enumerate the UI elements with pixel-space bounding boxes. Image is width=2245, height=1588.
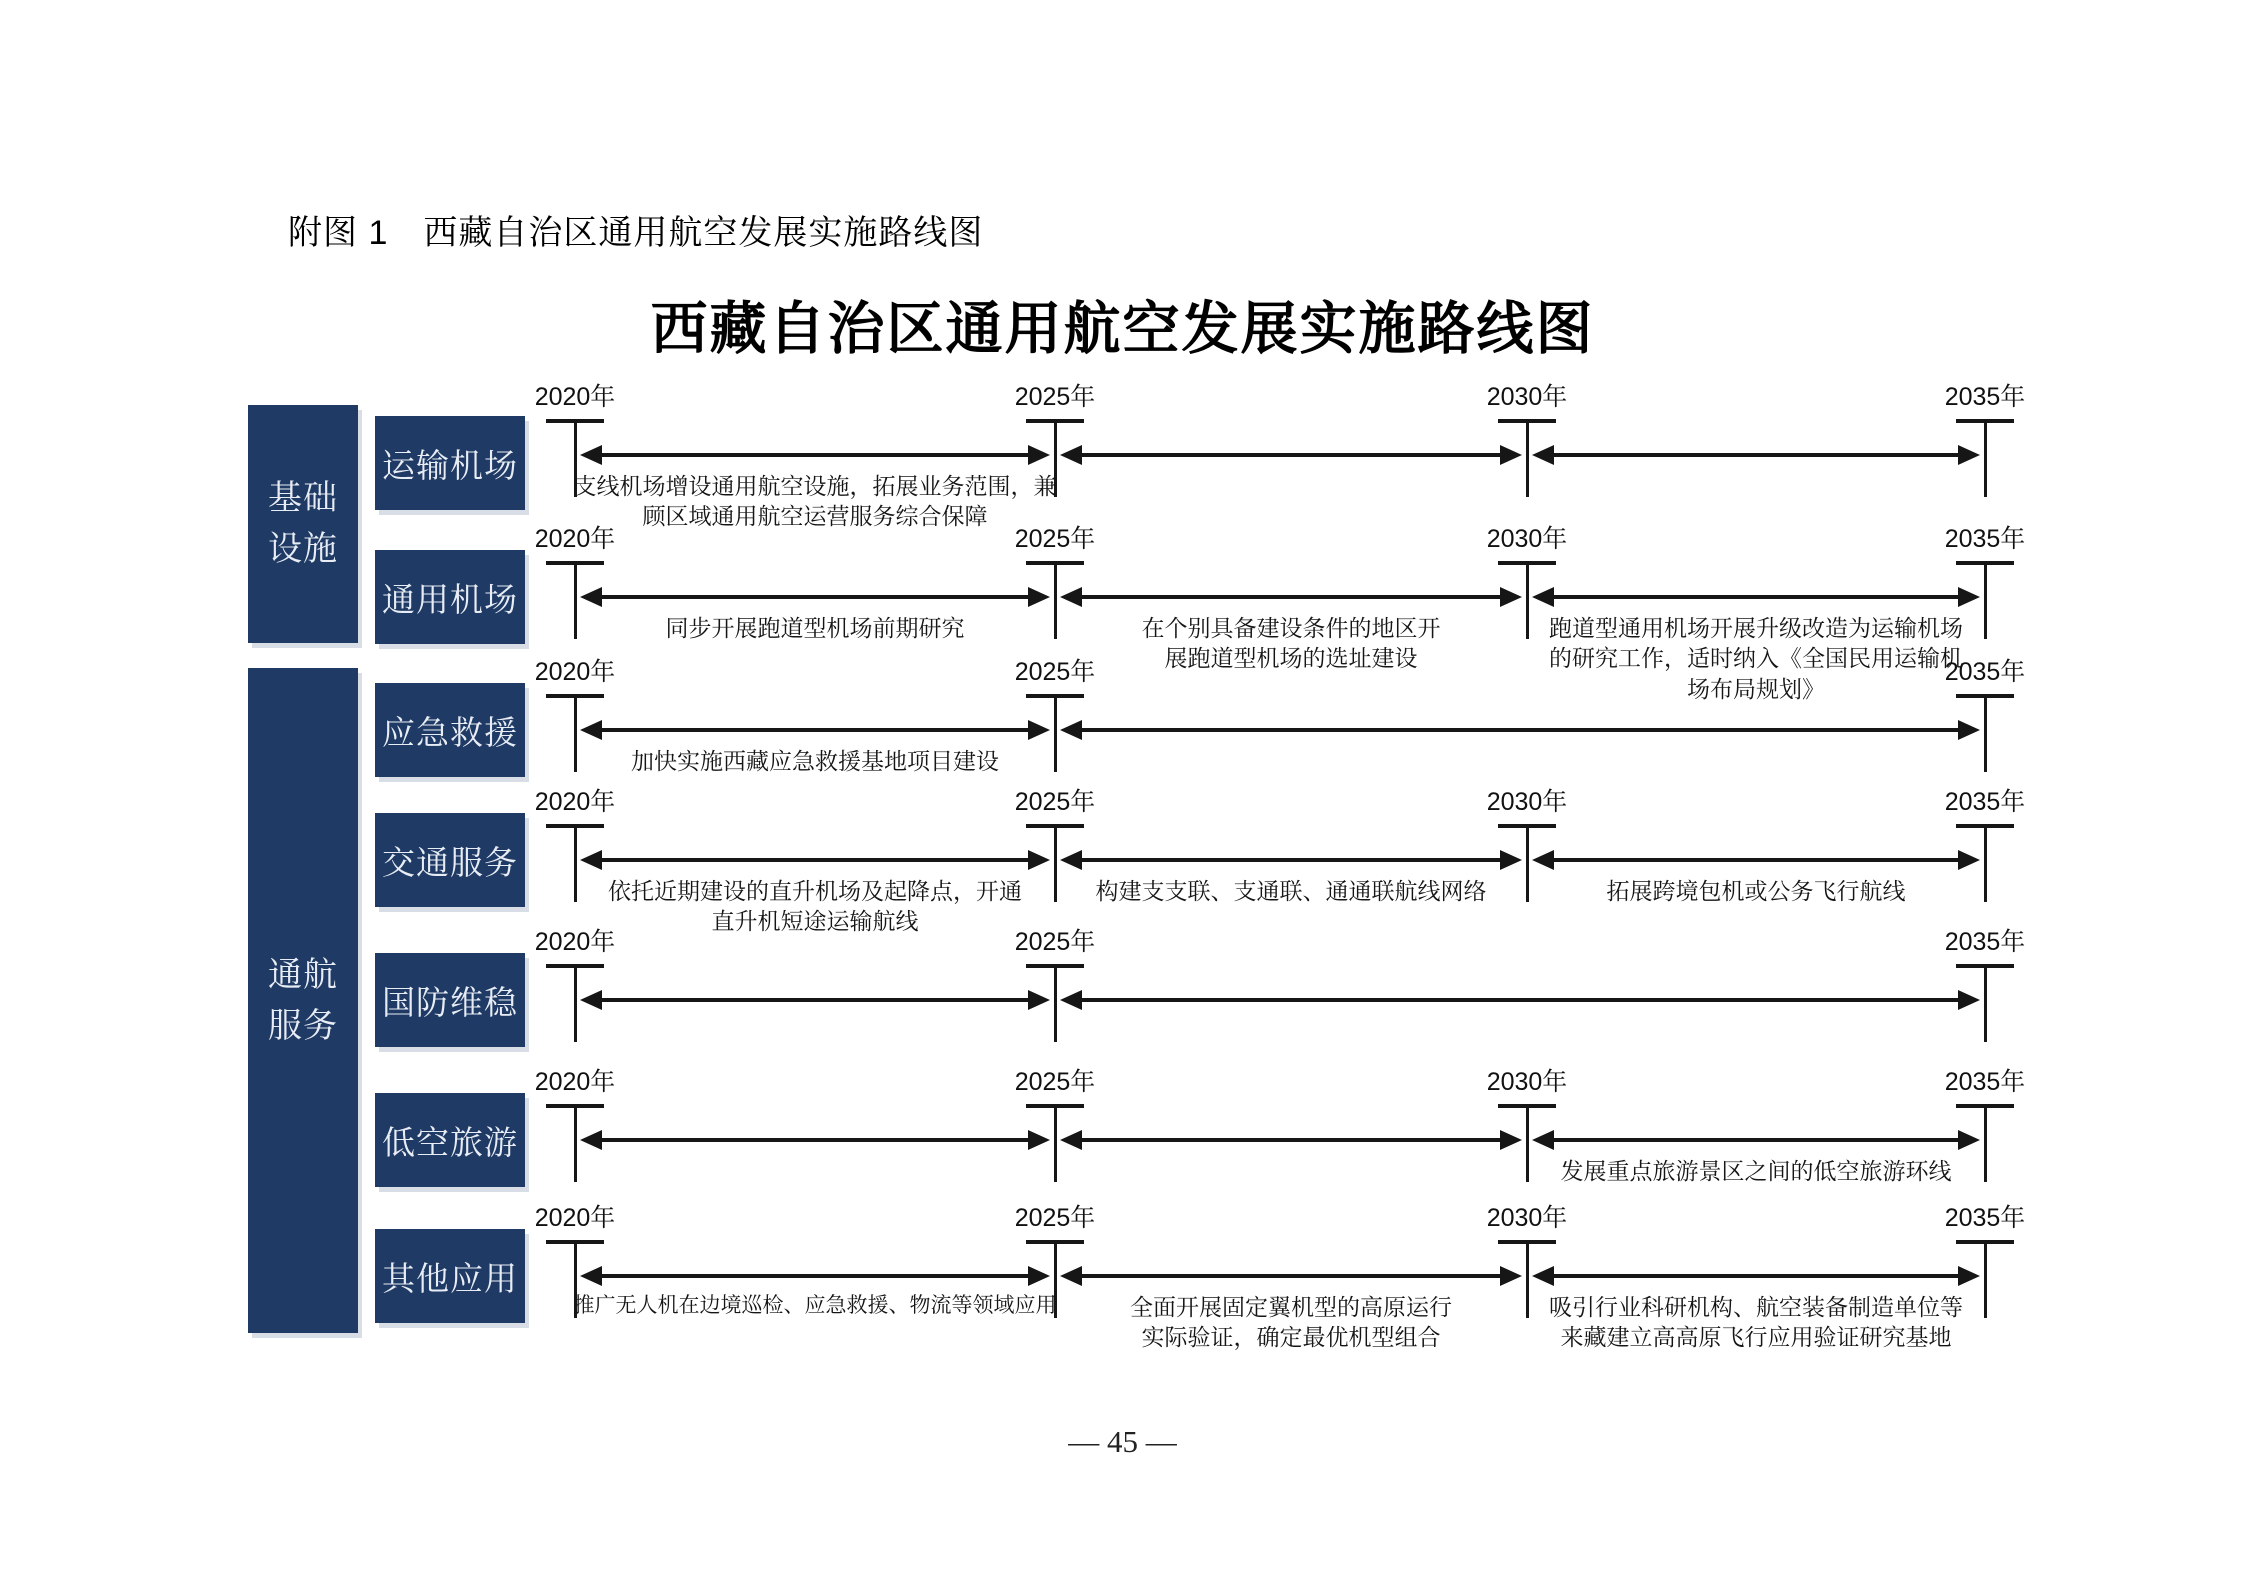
tick-line <box>1054 698 1057 772</box>
group-box-general-aviation-services <box>248 668 358 1333</box>
segment-arrow <box>1554 595 1958 599</box>
row-label-transport-airports: 运输机场 <box>375 416 525 510</box>
milestone-text-below: 加快实施西藏应急救援基地项目建设 <box>631 748 999 774</box>
tick-line <box>1984 698 1987 772</box>
milestone-text-below: 在个别具备建设条件的地区开展跑道型机场的选址建设 <box>1141 615 1441 672</box>
segment-arrow <box>1082 595 1500 599</box>
segment-arrow <box>1082 1274 1500 1278</box>
year-label: 2030年 <box>1486 788 1568 816</box>
tick-line <box>1984 1108 1987 1182</box>
year-label: 2035年 <box>1944 658 2026 686</box>
figure-caption: 附图 1 西藏自治区通用航空发展实施路线图 <box>288 214 984 252</box>
diagram-title: 西藏自治区通用航空发展实施路线图 <box>650 297 1595 361</box>
milestone-text-below: 支线机场增设通用航空设施，拓展业务范围，兼顾区域通用航空运营服务综合保障 <box>573 473 1057 530</box>
year-label: 2020年 <box>534 788 616 816</box>
segment-arrow <box>602 998 1028 1002</box>
tick-line <box>574 828 577 902</box>
tick-line <box>1984 968 1987 1042</box>
tick-line <box>1526 828 1529 902</box>
segment-arrow <box>1082 998 1958 1002</box>
segment-arrow <box>1082 728 1958 732</box>
year-label: 2035年 <box>1944 383 2026 411</box>
year-label: 2025年 <box>1014 1068 1096 1096</box>
year-label: 2030年 <box>1486 1204 1568 1232</box>
tick-line <box>1054 1108 1057 1182</box>
year-label: 2020年 <box>534 1068 616 1096</box>
year-label: 2035年 <box>1944 928 2026 956</box>
year-label: 2025年 <box>1014 788 1096 816</box>
tick-line <box>1054 828 1057 902</box>
segment-arrow <box>602 595 1028 599</box>
year-label: 2020年 <box>534 1204 616 1232</box>
tick-line <box>1526 1244 1529 1318</box>
segment-arrow <box>602 1274 1028 1278</box>
milestone-text-below: 拓展跨境包机或公务飞行航线 <box>1606 878 1906 904</box>
year-label: 2030年 <box>1486 1068 1568 1096</box>
year-label: 2020年 <box>534 658 616 686</box>
year-label: 2020年 <box>534 525 616 553</box>
year-label: 2030年 <box>1486 383 1568 411</box>
segment-arrow <box>1554 858 1958 862</box>
tick-line <box>1054 968 1057 1042</box>
tick-line <box>1984 423 1987 497</box>
group-label: 通航服务 <box>268 955 338 1045</box>
tick-line <box>1526 1108 1529 1182</box>
segment-arrow <box>1082 858 1500 862</box>
milestone-text-below: 依托近期建设的直升机场及起降点，开通直升机短途运输航线 <box>608 878 1022 935</box>
segment-arrow <box>1554 1138 1958 1142</box>
row-label-emergency-rescue: 应急救援 <box>375 683 525 777</box>
tick-line <box>1984 828 1987 902</box>
row-label-defense-stability: 国防维稳 <box>375 953 525 1047</box>
milestone-text-below: 发展重点旅游景区之间的低空旅游环线 <box>1560 1158 1952 1184</box>
year-label: 2020年 <box>534 928 616 956</box>
year-label: 2035年 <box>1944 788 2026 816</box>
segment-arrow <box>1554 453 1958 457</box>
segment-arrow <box>1082 1138 1500 1142</box>
year-label: 2030年 <box>1486 525 1568 553</box>
segment-arrow <box>1554 1274 1958 1278</box>
group-label: 基础设施 <box>268 479 338 568</box>
year-label: 2035年 <box>1944 525 2026 553</box>
segment-arrow <box>602 728 1028 732</box>
segment-arrow <box>602 1138 1028 1142</box>
year-label: 2035年 <box>1944 1068 2026 1096</box>
year-label: 2020年 <box>534 383 616 411</box>
row-label-other-applications: 其他应用 <box>375 1229 525 1323</box>
row-label-transport-services: 交通服务 <box>375 813 525 907</box>
milestone-text-below: 全面开展固定翼机型的高原运行实际验证，确定最优机型组合 <box>1130 1294 1452 1351</box>
year-label: 2025年 <box>1014 1204 1096 1232</box>
segment-arrow <box>602 858 1028 862</box>
segment-arrow <box>1082 453 1500 457</box>
milestone-text-below: 同步开展跑道型机场前期研究 <box>665 615 965 641</box>
tick-line <box>1984 565 1987 639</box>
tick-line <box>1526 423 1529 497</box>
row-label-low-altitude-tourism: 低空旅游 <box>375 1093 525 1187</box>
tick-line <box>574 1108 577 1182</box>
milestone-text-below: 推广无人机在边境巡检、应急救援、物流等领域应用 <box>573 1294 1057 1317</box>
year-label: 2025年 <box>1014 658 1096 686</box>
tick-line <box>1984 1244 1987 1318</box>
tick-line <box>1526 565 1529 639</box>
year-label: 2035年 <box>1944 1204 2026 1232</box>
tick-line <box>574 565 577 639</box>
milestone-text-below: 构建支支联、支通联、通通联航线网络 <box>1095 878 1487 904</box>
tick-line <box>574 968 577 1042</box>
year-label: 2025年 <box>1014 383 1096 411</box>
year-label: 2025年 <box>1014 525 1096 553</box>
tick-line <box>1054 565 1057 639</box>
milestone-text-below: 吸引行业科研机构、航空装备制造单位等来藏建立高高原飞行应用验证研究基地 <box>1549 1294 1963 1351</box>
segment-arrow <box>602 453 1028 457</box>
group-box-infrastructure <box>248 405 358 643</box>
page-number: — 45 — <box>1068 1424 1177 1459</box>
row-label-general-airports: 通用机场 <box>375 550 525 644</box>
milestone-text-below: 跑道型通用机场开展升级改造为运输机场的研究工作，适时纳入《全国民用运输机场布局规划》 <box>1549 615 1963 702</box>
tick-line <box>574 698 577 772</box>
year-label: 2025年 <box>1014 928 1096 956</box>
